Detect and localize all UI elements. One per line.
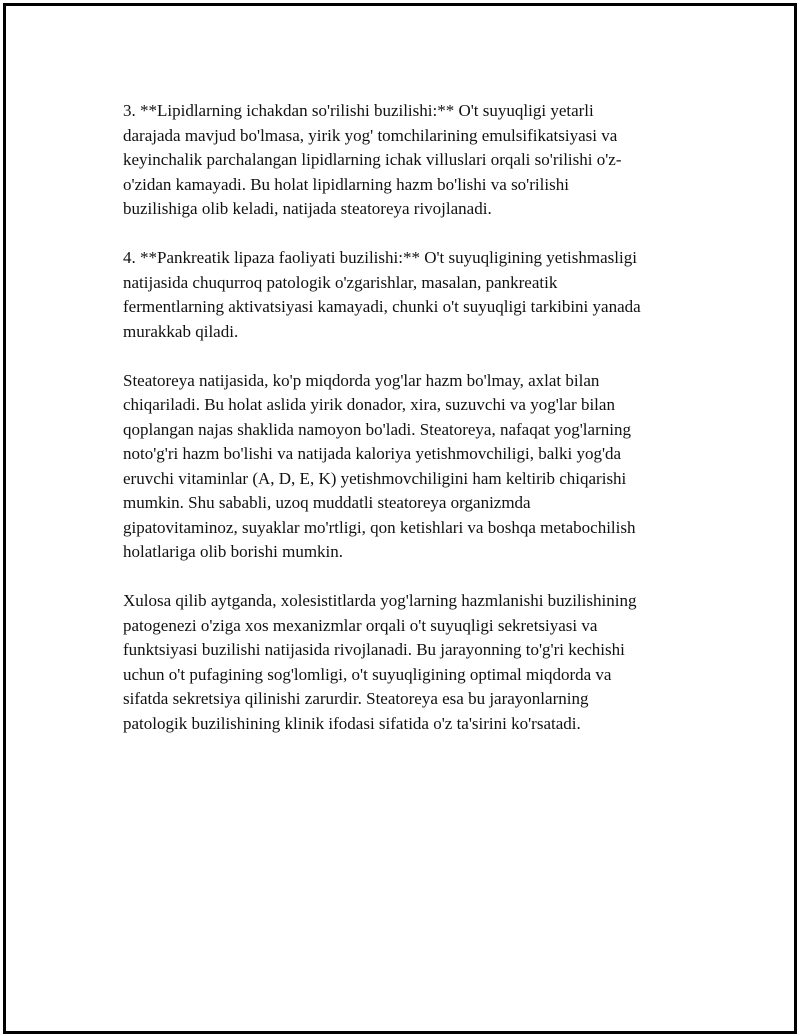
paragraph-steatorrhea: Steatoreya natijasida, ko'p miqdorda yog'lar hazm bo'lmay, axlat bilan chiqariladi. Bu holat aslida yirik donador, xira, suzuvchi va yog'lar bilan qoplangan najas shaklida namoyon bo'ladi. Steatoreya, nafaqat yog'larning noto'g'ri hazm bo'lishi va natijada kaloriya yetishmovchiligi, balki yog'da eruvchi vitaminlar (A, D, E, K) yetishmovchiligini ham keltirib chiqarishi mumkin. Shu sababli, uzoq muddatli steatoreya organizmda gipatovitaminoz, suyaklar mo'rtligi, qon ketishlari va boshqa metabochilish holatlariga olib borishi mumkin. [123,370,636,561]
page-frame [3,3,797,1034]
paragraph-lipid-absorption: 3. **Lipidlarning ichakdan so'rilishi buzilishi:** O't suyuqligi yetarli darajada mavjud bo'lmasa, yirik yog' tomchilarining emulsifikatsiyasi va keyinchalik parchalangan lipidlarning ichak villuslari orqali so'rilishi o'z- o'zidan kamayadi. Bu holat lipidlarning hazm bo'lishi va so'rilishi buzilishiga olib keladi, natijada steatoreya rivojlanadi. [123,101,622,218]
paragraph-pancreatic-lipase: 4. **Pankreatik lipaza faoliyati buzilishi:** O't suyuqligining yetishmasligi natijasida chuqurroq patologik o'zgarishlar, masalan, pankreatik fermentlarning aktivatsiyasi kamayadi, chunki o't suyuqligi tarkibini yanada murakkab qiladi. [123,248,641,341]
paragraph-conclusion: Xulosa qilib aytganda, xolesistitlarda yog'larning hazmlanishi buzilishining patogenezi o'ziga xos mexanizmlar orqali o't suyuqligi sekretsiyasi va funktsiyasi buzilishi natijasida rivojlanadi. Bu jarayonning to'g'ri kechishi uchun o't pufagining sog'lomligi, o't suyuqligining optimal miqdorda va sifatda sekretsiya qilinishi zarurdir. Steatoreya esa bu jarayonlarning patologik buzilishining klinik ifodasi sifatida o'z ta'sirini ko'rsatadi. [123,591,637,733]
document-body [123,99,683,761]
